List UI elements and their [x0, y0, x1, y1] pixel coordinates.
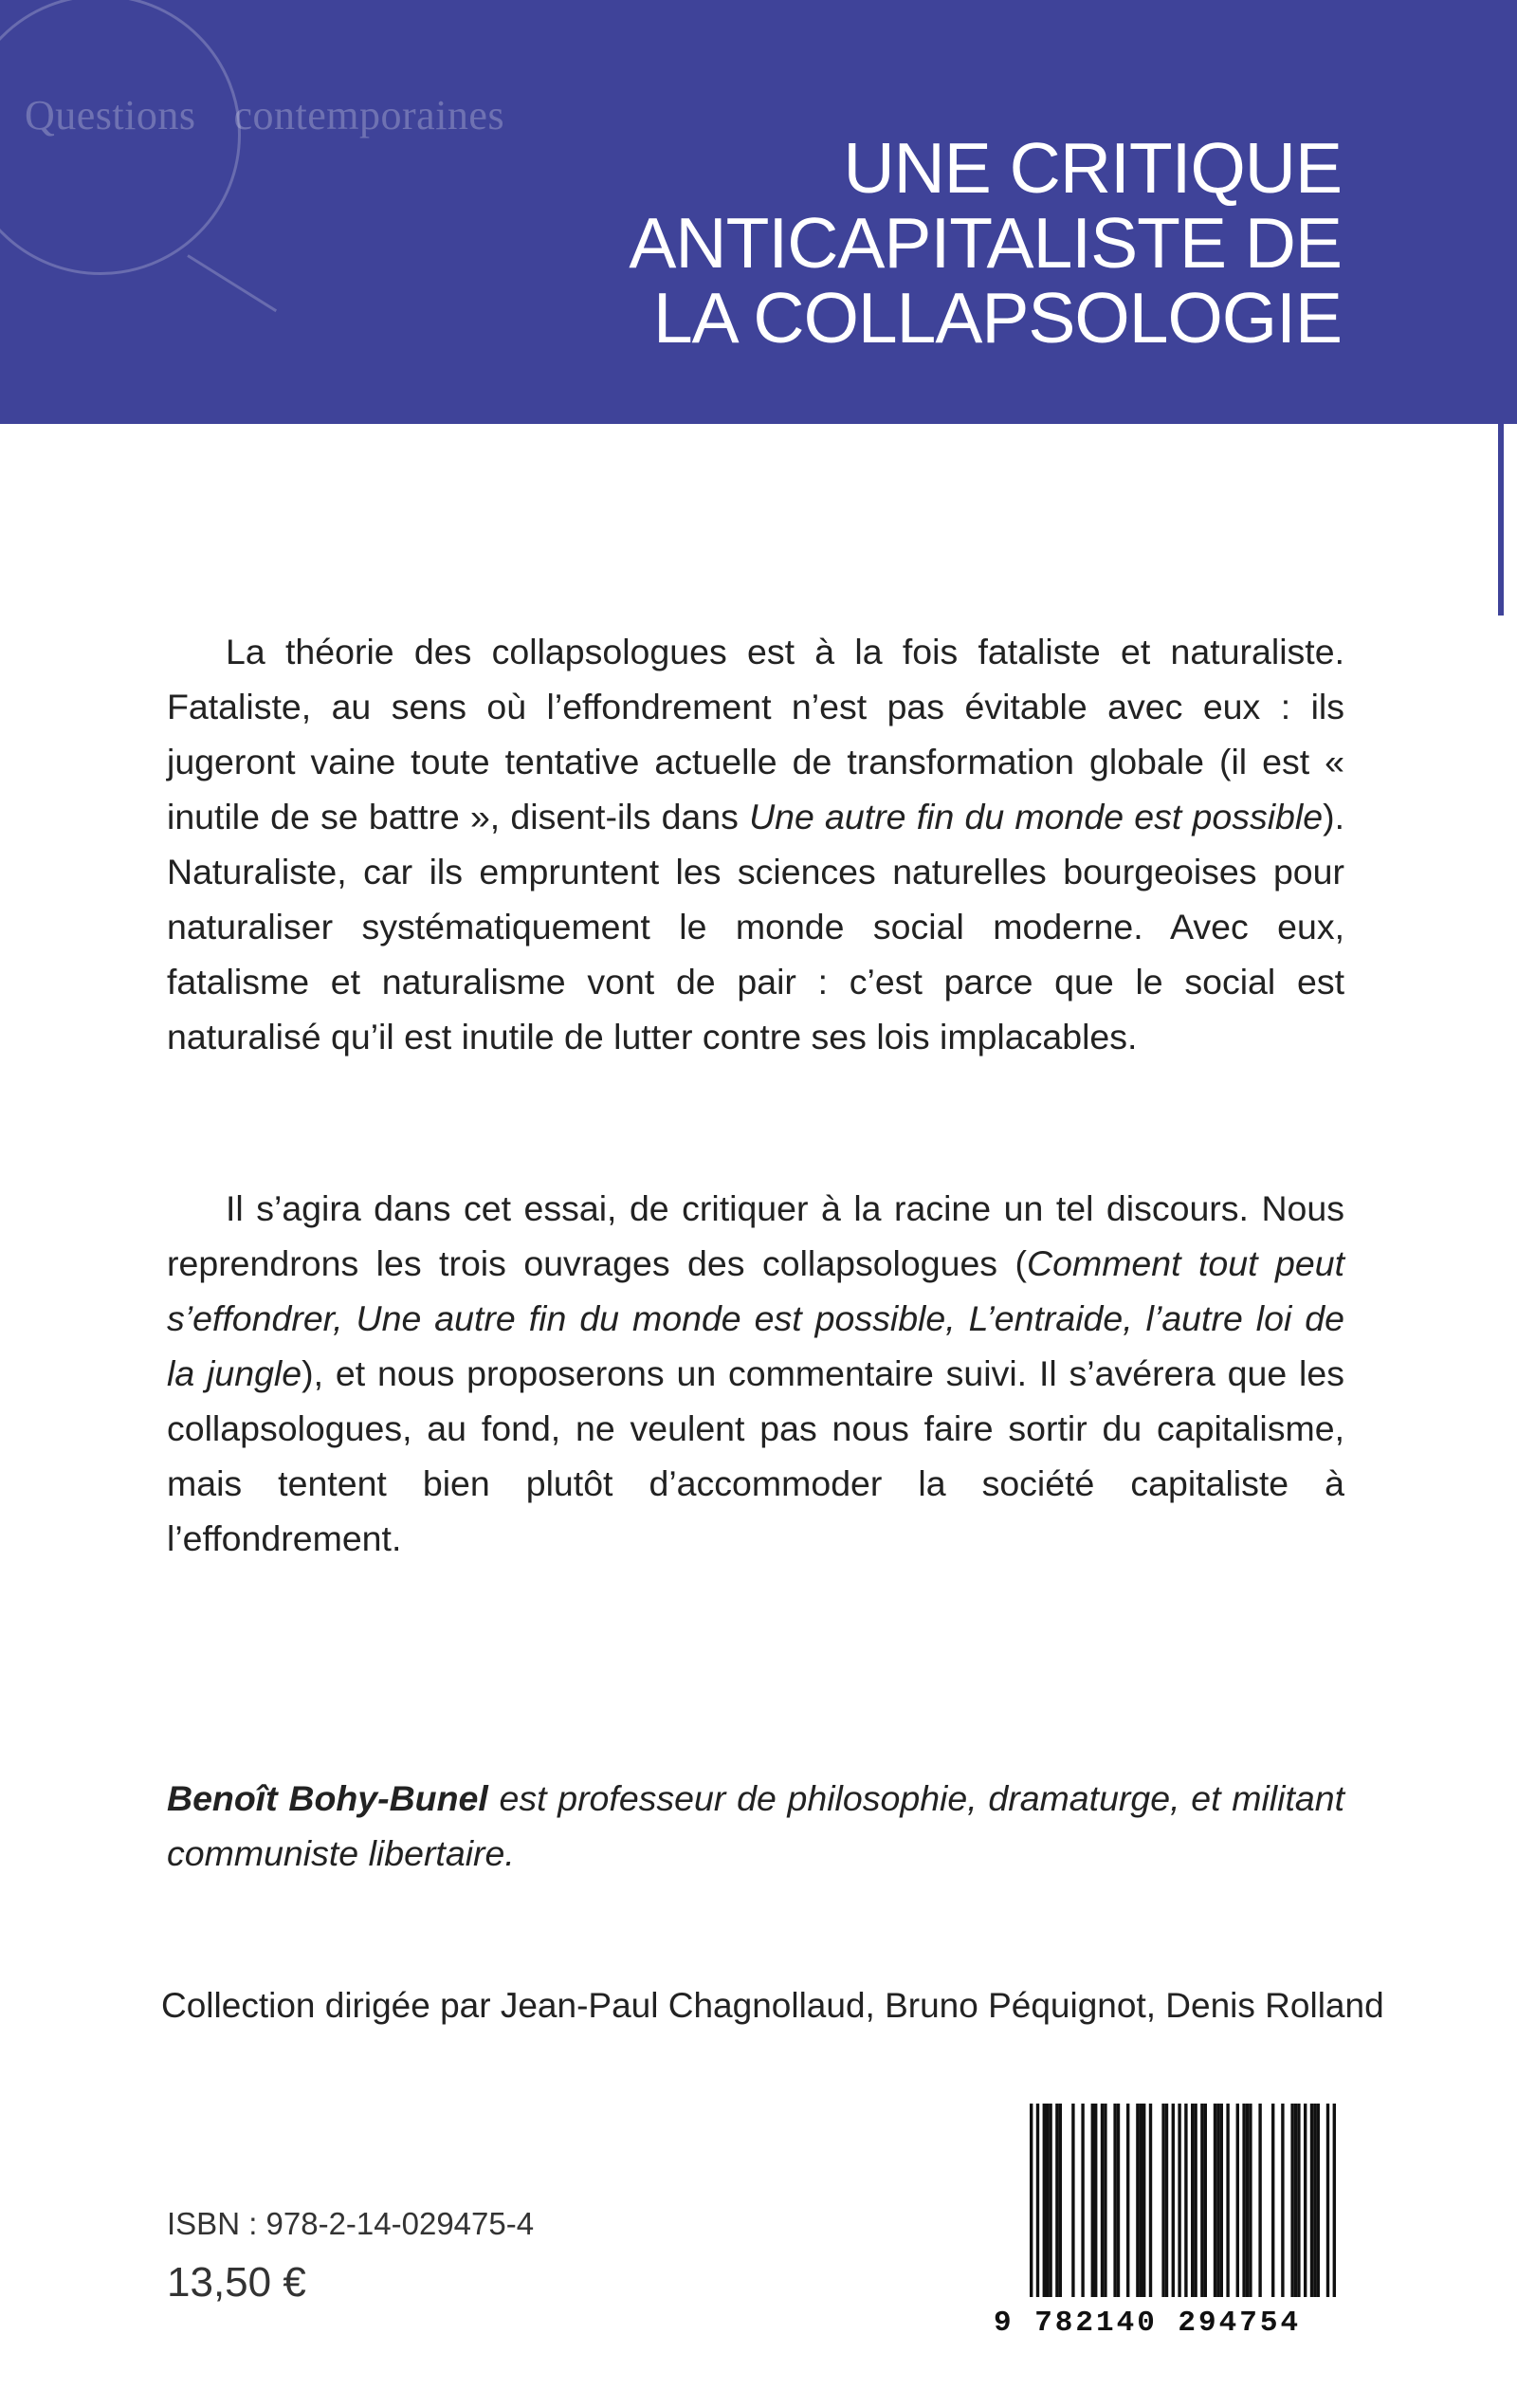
barcode-bar	[1165, 2104, 1168, 2297]
barcode-bar	[1091, 2104, 1094, 2297]
blurb-p2-text-b: ), et nous proposerons un commentaire suivi. Il s’avérera que les collapsologues, au fond, ne veulent pas nous faire sortir du capitalisme, mais tentent bien plutôt d’accommoder la société capitaliste à l’effondrement.	[167, 1353, 1344, 1558]
barcode-bar	[1104, 2104, 1106, 2297]
barcode-bar	[1297, 2104, 1300, 2297]
barcode-bar	[1117, 2104, 1120, 2297]
spine-edge-mark	[1498, 424, 1504, 616]
blurb-paragraph-1	[167, 624, 1344, 1064]
barcode-bar	[1126, 2104, 1129, 2297]
barcode-bar	[1142, 2104, 1145, 2297]
barcode-bar	[1081, 2104, 1084, 2297]
collection-name	[25, 91, 504, 139]
blurb-p1-book-title: Une autre fin du monde est possible	[749, 797, 1324, 836]
blurb-p1-text-b: ). Naturaliste, car ils empruntent les sciences naturelles bourgeoises pour naturaliser systématiquement le monde social moderne. Avec eux, fatalisme et naturalisme vont de pair : c’est parce que le social est naturalisé qu’il est inutile de lutter contre ses lois implacables.	[167, 797, 1344, 1057]
barcode	[994, 2104, 1348, 2346]
barcode-bar	[1172, 2104, 1175, 2297]
barcode-bar	[1271, 2104, 1274, 2297]
barcode-bar	[1214, 2104, 1216, 2297]
barcode-bar	[1071, 2104, 1074, 2297]
price: 13,50 €	[167, 2259, 306, 2306]
barcode-bar	[1059, 2104, 1062, 2297]
barcode-bar	[1161, 2104, 1164, 2297]
barcode-bar	[1194, 2104, 1197, 2297]
book-title	[629, 128, 1342, 358]
barcode-bar	[1294, 2104, 1297, 2297]
barcode-bar	[1140, 2104, 1142, 2297]
cover-header-band	[0, 0, 1517, 424]
collection-word-1: Questions	[25, 92, 196, 138]
barcode-bar	[1204, 2104, 1207, 2297]
barcode-bar	[1043, 2104, 1046, 2297]
blurb-p2-book-titles: Comment tout peut s’effondrer, Une autre fin du monde est possible, L’entraide, l’autre loi de la jungle	[167, 1243, 1344, 1393]
barcode-bar	[1313, 2104, 1316, 2297]
blurb-p1-text-a: La théorie des collapsologues est à la fois fataliste et naturaliste. Fataliste, au sens où l’effondrement n’est pas évitable avec eux : ils jugeront vaine toute tentative actuelle de transformation globale (il est « inutile de se battre », disent-ils dans	[167, 632, 1344, 836]
barcode-bar	[1184, 2104, 1187, 2297]
barcode-bar	[1246, 2104, 1249, 2297]
book-title-line-2: ANTICAPITALISTE DE	[629, 203, 1342, 283]
barcode-bar	[1242, 2104, 1245, 2297]
barcode-bar	[1258, 2104, 1261, 2297]
book-title-line-3: LA COLLAPSOLOGIE	[652, 278, 1342, 358]
barcode-bar	[1220, 2104, 1223, 2297]
barcode-bars	[994, 2104, 1348, 2305]
barcode-bar	[1216, 2104, 1219, 2297]
barcode-bar	[1326, 2104, 1329, 2297]
collection-q-logo-tail	[187, 254, 277, 312]
barcode-bar	[1236, 2104, 1239, 2297]
barcode-bar	[1036, 2104, 1039, 2297]
barcode-bar	[1178, 2104, 1180, 2297]
barcode-bar	[1310, 2104, 1313, 2297]
blurb-p2-text-a: Il s’agira dans cet essai, de critiquer à la racine un tel discours. Nous reprendrons les trois ouvrages des collapsologues (	[167, 1188, 1344, 1283]
book-title-line-1: UNE CRITIQUE	[843, 128, 1342, 208]
barcode-bar	[1101, 2104, 1104, 2297]
author-bio-text: est professeur de philosophie, dramaturge, et militant communiste libertaire.	[167, 1778, 1345, 1873]
collection-directors: Collection dirigée par Jean-Paul Chagnollaud, Bruno Péquignot, Denis Rolland	[161, 1986, 1384, 2025]
blurb-paragraph-2	[167, 1181, 1344, 1566]
barcode-bar	[1304, 2104, 1307, 2297]
barcode-bar	[1136, 2104, 1139, 2297]
author-name: Benoît Bohy-Bunel	[167, 1778, 488, 1818]
isbn: ISBN : 978-2-14-029475-4	[167, 2206, 535, 2241]
barcode-bar	[1055, 2104, 1058, 2297]
barcode-bar	[1281, 2104, 1284, 2297]
barcode-bar	[1046, 2104, 1049, 2297]
barcode-bar	[1049, 2104, 1051, 2297]
barcode-bar	[1333, 2104, 1336, 2297]
barcode-bar	[1200, 2104, 1203, 2297]
barcode-bar	[1094, 2104, 1097, 2297]
barcode-bar	[1290, 2104, 1293, 2297]
author-bio	[167, 1771, 1344, 1881]
collection-word-2: contemporaines	[233, 92, 505, 138]
barcode-bar	[1113, 2104, 1116, 2297]
barcode-bar	[1249, 2104, 1252, 2297]
barcode-bar	[1191, 2104, 1194, 2297]
barcode-bar	[1149, 2104, 1152, 2297]
barcode-bar	[1030, 2104, 1033, 2297]
barcode-digits: 9 782140 294754	[994, 2307, 1302, 2340]
barcode-bar	[1226, 2104, 1229, 2297]
barcode-bar	[1317, 2104, 1320, 2297]
